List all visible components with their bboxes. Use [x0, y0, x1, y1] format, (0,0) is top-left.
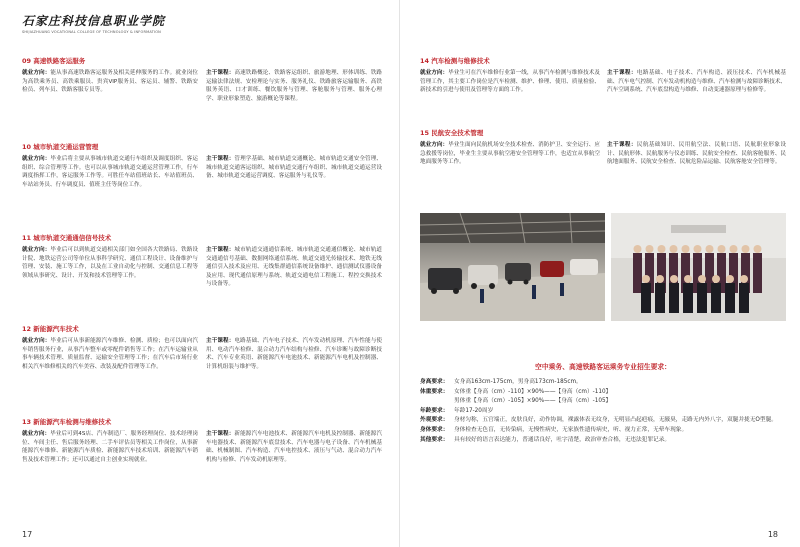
direction-text: 毕业生面向民航机场安全技术检查、消防护卫、安全运行、应急救援等岗位，毕业生主要从事航空港安全管理等工作，也适宜从事航空地面服务等工作。 — [420, 142, 600, 166]
courses-text: 电路基础、电子技术、汽车构造、液压技术、汽车机械基础、汽车电气控制、汽车发动机构造与维修、汽车检测与故障诊断技术、汽车空调系统、汽车底盘构造与维修、自动变速器原理与检修等。 — [607, 70, 787, 94]
workshop-illustration — [420, 213, 605, 321]
section-11 — [22, 233, 382, 245]
requirement-value: 身材匀称，五官端正，皮肤良好，动作协调，裸露体表无纹身，无明显凸起疤痕，无腋臭，走路无内外八字，双腿并拢无O型腿。 — [454, 417, 777, 424]
requirement-label: 年龄要求： — [420, 407, 449, 414]
courses-label: 主干课程： — [206, 247, 235, 253]
courses-label: 主干课程： — [607, 70, 637, 76]
school-name: 石家庄科技信息职业学院 — [22, 14, 166, 28]
students-illustration — [611, 213, 786, 321]
section-title: 12 新能源汽车技术 — [22, 325, 79, 333]
courses-text: 高速铁路概论、铁路客运组织、旅游地理、形体训练、铁路运输法律法规、安检理论与实务、服务礼仪、铁路旅客运输服务、高铁服务英语、口才训练、餐饮服务与管理、客舱服务与管理、服务心理学、职业形象塑造、旅游概论等课程。 — [206, 70, 382, 102]
requirement-value: 具有较好的语言表达能力，普通话良好，吐字清楚，政治审查合格，无违法犯罪记录。 — [454, 436, 671, 443]
requirement-value: 男体重【身高（cm）-105】×90%——【身高（cm）-105】 — [454, 398, 612, 405]
direction-label: 就业方向： — [22, 156, 51, 162]
section-15-courses — [607, 141, 786, 167]
section-title: 11 城市轨道交通通信信号技术 — [22, 234, 112, 242]
requirement-row — [420, 426, 786, 436]
section-12-direction — [22, 337, 198, 371]
section-11-direction — [22, 246, 198, 280]
section-09 — [22, 56, 382, 68]
requirement-row — [420, 407, 786, 417]
section-14-courses — [607, 69, 786, 95]
requirement-label: 外观要求： — [420, 417, 449, 424]
requirements-title: 空中乘务、高速铁路客运乘务专业招生要求： — [535, 363, 671, 371]
section-11-courses — [206, 246, 382, 289]
section-title: 14 汽车检测与维修技术 — [420, 57, 490, 65]
section-14-direction — [420, 69, 600, 95]
direction-text: 能从事高速铁路客运服务及相关延伸服务的工作。就业岗位为高铁乘务员、高铁乘服员、贵宾VIP服务员、客运员、辅警、铁路安检员、列车员、铁路客服专员等。 — [22, 70, 198, 94]
direction-text: 毕业后可从事新能源汽车维修、检测、质检；也可以面向汽车销售服务行业，从事汽车整车或零配件销售等工作；在汽车运输业从事车辆技术管理、质量监督、运输安全管理等工作；在汽车后市场行业相关汽车维修相关的汽车美容、改装及配件管理等工作。 — [22, 338, 198, 370]
courses-label: 主干课程： — [607, 142, 637, 148]
section-title: 15 民航安全技术管理 — [420, 129, 484, 137]
page-number-right: 18 — [767, 530, 778, 539]
page-number-left: 17 — [22, 530, 33, 539]
section-title: 10 城市轨道交通运营管理 — [22, 143, 99, 151]
section-title: 13 新能源汽车检测与维修技术 — [22, 418, 112, 426]
section-title: 09 高速铁路客运服务 — [22, 57, 86, 65]
students-group-photo — [611, 213, 786, 321]
section-14 — [420, 56, 786, 68]
direction-label: 就业方向： — [22, 247, 51, 253]
courses-label: 主干课程： — [206, 156, 235, 162]
section-09-courses — [206, 69, 382, 103]
courses-label: 主干课程： — [206, 431, 235, 437]
courses-text: 新能源汽车电池技术、新能源汽车电机及控制器、新能源汽车电器技术、新能源汽车底盘技术、汽车电器与电子设备、汽车机械基础、机械制图、汽车构造、汽车电控技术、液压与气动、混合动力汽车机构与检修、汽车发动机原理等。 — [206, 431, 382, 463]
requirements-list — [420, 378, 786, 445]
school-name-en: SHIJIAZHUANG VOCATIONAL COLLEGE OF TECHNOLOGY & INFORMATION — [22, 30, 161, 34]
requirement-label: 其他要求： — [420, 436, 449, 443]
requirement-label — [420, 397, 454, 407]
section-13-courses — [206, 430, 382, 464]
requirement-row — [420, 388, 786, 398]
courses-label: 主干课程： — [206, 338, 235, 344]
section-12 — [22, 324, 382, 336]
direction-label: 就业方向： — [22, 338, 51, 344]
requirement-row — [420, 416, 786, 426]
courses-text: 管理学基础、城市轨道交通概论、城市轨道交通安全管理、城市轨道交通客运组织、城市轨道交通行车组织、城市轨道交通运营设备、城市轨道交通运营调度、客运服务与礼仪等。 — [206, 156, 382, 180]
direction-text: 毕业生可在汽车维修行业第一线，从事汽车检测与维修技术及管理工作，其主要工作岗位是汽车检测、维护、修理、使用、质量检验、新技术的引进与使用及管理等方面的工作。 — [420, 70, 600, 94]
section-10 — [22, 142, 382, 154]
requirement-label: 身体要求： — [420, 426, 449, 433]
section-15-direction — [420, 141, 600, 167]
section-10-direction — [22, 155, 198, 189]
courses-text: 电路基础、汽车电子技术、汽车发动机原理、汽车性能与使用、电动汽车检修、混合动力汽车结构与检修、汽车诊断与故障诊断技术、汽车专业英语、新能源汽车电池技术、新能源汽车电机及控制器、计算机组装与维护等。 — [206, 338, 382, 370]
section-09-direction — [22, 69, 198, 95]
requirement-label: 体重要求： — [420, 388, 449, 395]
requirement-row — [420, 378, 786, 388]
section-13-direction — [22, 430, 198, 464]
direction-text: 毕业后将主要从事城市轨道交通行车组织及调度组织、客运组织、综合管理等工作。也可以从事城市轨道交通运营管理工作，行车调度指挥工作，客运服务工作等。可胜任车站值班站长、车站值班员、车站站务员、行车调度员、值班主任等岗位工作。 — [22, 156, 198, 188]
direction-label: 就业方向： — [420, 142, 449, 148]
school-header — [22, 12, 165, 34]
section-13 — [22, 417, 382, 429]
section-15 — [420, 128, 786, 140]
requirement-value: 年龄17-20周岁 — [454, 407, 494, 414]
requirement-value: 女体重【身高（cm）-110】×90%——【身高（cm）-110】 — [454, 388, 612, 395]
section-12-courses — [206, 337, 382, 371]
requirement-row — [420, 397, 786, 407]
requirement-value: 女身高163cm-175cm，男身高173cm-185cm。 — [454, 379, 582, 385]
direction-text: 毕业后可以到轨道交通相关部门如全国各大铁路局、铁路设计院、地铁运营公司等单位从事科学研究、通信工程设计、设备维护与管理、安装、施工等工作，以及在工业自动化与控制、交通信息工程等领域从事研究、设计、开发和技术管理等工作。 — [22, 247, 198, 279]
workshop-photo — [420, 213, 605, 321]
requirement-value: 身体检查无色盲，无传染病，无慢性病史，无家族性遗传病史，听、视力正常，无晕车现象。 — [454, 426, 688, 433]
requirement-row — [420, 436, 786, 446]
courses-text: 民航基础知识、民用航空法、民航口语、民航职业形象设计、民航形体、民航服务与仪态训练、民航安全检查、民航客舱服务、民航地面服务、民航安全检查、民航危险品运输、民航客舱安全管理等。 — [607, 142, 787, 166]
direction-label: 就业方向： — [22, 70, 51, 76]
direction-label: 就业方向： — [22, 431, 51, 437]
courses-label: 主干课程： — [206, 70, 235, 76]
section-10-courses — [206, 155, 382, 181]
courses-text: 城市轨道交通通信系统、城市轨道交通通信概论、城市轨道交通通信号基础、数据网络通信系统、轨道交通光传输技术、地铁无线通信引入技术及应用、无线集群通信系统设备维护、通信测试仪器设备及应用、现代通信原理与系统、轨道交通电信工程施工、程控交换技术与设备等。 — [206, 247, 382, 288]
direction-label: 就业方向： — [420, 70, 449, 76]
requirement-label: 身高要求： — [420, 379, 449, 385]
direction-text: 毕业后可到4S店、汽车制造厂、服务经理岗位、技术经理岗位、车间主任、售后服务经理、二手车评估员等相关工作岗位，从事新能源汽车维修、新能源汽车质检、新能源汽车技术培训、新能源汽车销售及技术管理工作；还可以通过自主创业实现就业。 — [22, 431, 198, 463]
